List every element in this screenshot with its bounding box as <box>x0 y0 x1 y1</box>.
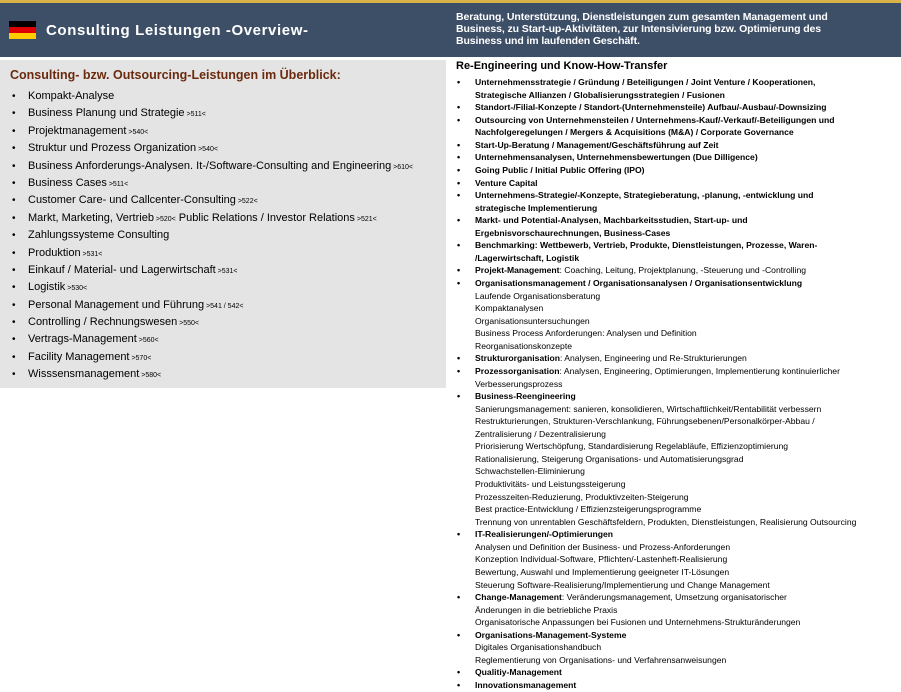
item-text: Änderungen in die betriebliche Praxis <box>475 604 618 615</box>
item-text: Schwachstellen-Eliminierung <box>475 466 585 477</box>
bullet-icon: • <box>457 190 461 201</box>
reengineering-subitem <box>456 541 856 554</box>
bullet-icon: • <box>457 629 461 640</box>
service-item <box>10 331 413 348</box>
service-item <box>10 227 413 244</box>
reengineering-subitem <box>456 290 856 303</box>
reengineering-item <box>456 239 856 252</box>
service-label: Personal Management und Führung <box>28 298 205 311</box>
bullet-icon: • <box>12 230 16 242</box>
item-text: Organisatorische Anpassungen bei Fusionen und Unternehmens-Strukturänderungen <box>475 617 801 628</box>
item-text: Restrukturierungen, Strukturen-Verschlankung, Führungsebenen/Personalkörper-Abbau / <box>475 416 815 427</box>
reengineering-subitem <box>456 428 856 441</box>
item-text: Verbesserungsprozess <box>475 378 563 389</box>
header-description-line: Beratung, Unterstützung, Dienstleistungen zum gesamten Management und <box>456 11 828 23</box>
service-code: >570< <box>129 354 152 362</box>
item-text: Konzeption Individual-Software, Pflichten/-Lastenheft-Realisierung <box>475 554 728 565</box>
reengineering-subitem <box>456 604 856 617</box>
reengineering-subitem <box>456 415 856 428</box>
reengineering-subitem <box>456 641 856 654</box>
item-text: Going Public / Initial Public Offering (IPO) <box>475 164 645 175</box>
item-text: Markt- und Potential-Analysen, Machbarkeitsstudien, Start-up- und <box>475 215 748 226</box>
service-label: Controlling / Rechnungswesen <box>28 316 178 329</box>
item-detail: : Coaching, Leitung, Projektplanung, -Steuerung und -Controlling <box>559 265 807 276</box>
item-text: Venture Capital <box>475 177 538 188</box>
service-code: >522< <box>235 198 258 206</box>
item-text: Digitales Organisationshandbuch <box>475 642 602 653</box>
reengineering-subitem <box>456 566 856 579</box>
bullet-icon: • <box>457 353 461 364</box>
service-code: >610< <box>391 163 414 171</box>
reengineering-item <box>456 101 856 114</box>
item-text: Bewertung, Auswahl und Implementierung geeigneter IT-Lösungen <box>475 566 730 577</box>
service-label: Wisssensmanagement <box>28 368 140 381</box>
reengineering-item <box>456 151 856 164</box>
service-item <box>10 349 413 366</box>
item-text: Strukturorganisation <box>475 353 560 364</box>
reengineering-item <box>456 114 856 127</box>
item-text: Rationalisierung, Steigerung Organisations- und Automatisierungsgrad <box>475 453 744 464</box>
reengineering-item-continuation <box>456 252 856 265</box>
bullet-icon: • <box>457 391 461 402</box>
service-code: >531< <box>80 250 103 258</box>
item-text: Trennung von unrentablen Geschäftsfeldern, Produkten, Dienstleistungen, Realisierung Outsourcing <box>475 516 857 527</box>
service-label: Business Anforderungs-Analysen. It-/Software-Consulting and Engineering <box>28 159 392 172</box>
service-item <box>10 192 413 209</box>
bullet-icon: • <box>12 299 16 311</box>
item-text: Laufende Organisationsberatung <box>475 290 601 301</box>
page-title: Consulting Leistungen -Overview- <box>46 22 309 39</box>
bullet-icon: • <box>12 351 16 363</box>
bullet-icon: • <box>12 264 16 276</box>
reengineering-subitem <box>456 516 856 529</box>
reengineering-item <box>456 76 856 89</box>
bullet-icon: • <box>457 77 461 87</box>
service-code: >541 / 542< <box>204 302 244 310</box>
service-item <box>10 88 413 105</box>
item-text: Ergebnisvorschaurechnungen, Business-Cases <box>475 227 671 238</box>
services-heading: Consulting- bzw. Outsourcing-Leistungen im Überblick: <box>10 68 341 82</box>
service-item <box>10 210 413 227</box>
service-code: >520< <box>153 215 176 223</box>
german-flag-icon <box>9 21 36 39</box>
service-item <box>10 123 413 140</box>
service-code: >511< <box>184 111 206 119</box>
reengineering-subitem <box>456 315 856 328</box>
item-text: Business Process Anforderungen: Analysen und Definition <box>475 328 697 339</box>
bullet-icon: • <box>457 278 461 288</box>
service-item <box>10 279 413 296</box>
bullet-icon: • <box>12 195 16 207</box>
item-text: /Lagerwirtschaft, Logistik <box>475 252 580 263</box>
service-code: >540< <box>196 146 218 154</box>
item-text: Start-Up-Beratung / Management/Geschäftsführung auf Zeit <box>475 139 719 150</box>
item-text: Strategische Allianzen / Globalisierungsstrategien / Fusionen <box>475 89 725 100</box>
item-text: Unternehmensanalysen, Unternehmensbewertungen (Due Dilligence) <box>475 152 758 163</box>
service-label: Customer Care- und Callcenter-Consulting <box>28 194 236 207</box>
reengineering-item <box>456 591 856 604</box>
reengineering-item <box>456 139 856 152</box>
item-text: Zentralisierung / Dezentralisierung <box>475 428 606 439</box>
service-label: Public Relations / Investor Relations <box>175 211 355 224</box>
reengineering-subitem <box>456 491 856 504</box>
item-text: Reorganisationskonzepte <box>475 340 572 351</box>
item-text: Business-Reengineering <box>475 391 576 402</box>
item-text: Kompaktanalysen <box>475 303 544 314</box>
reengineering-item <box>456 264 856 277</box>
reengineering-subitem <box>456 654 856 667</box>
reengineering-item <box>456 666 856 679</box>
item-text: Analysen und Definition der Business- und Prozess-Anforderungen <box>475 541 731 552</box>
item-text: Qualitiy-Management <box>475 667 562 678</box>
service-item <box>10 245 413 262</box>
reengineering-subitem <box>456 503 856 516</box>
item-text: Change-Management <box>475 592 562 603</box>
reengineering-item-continuation <box>456 126 856 139</box>
bullet-icon: • <box>12 91 16 102</box>
bullet-icon: • <box>457 114 461 125</box>
item-text: Produktivitäts- und Leistungssteigerung <box>475 479 626 489</box>
reengineering-subitem <box>456 440 856 453</box>
services-overview-panel <box>0 60 446 388</box>
service-label: Business Cases <box>28 176 107 189</box>
service-item <box>10 314 413 331</box>
service-item <box>10 366 413 383</box>
item-detail: : Veränderungsmanagement, Umsetzung organisatorischer <box>561 592 787 603</box>
reengineering-item <box>456 629 856 642</box>
service-code: >531< <box>215 267 238 275</box>
reengineering-subitem <box>456 302 856 315</box>
header-bar <box>0 3 901 57</box>
item-text: Outsourcing von Unternehmensteilen / Unternehmens-Kauf/-Verkauf/-Beteiligungen und <box>475 114 835 125</box>
item-text: Innovationsmanagement <box>475 680 577 690</box>
item-text: Standort-/Filial-Konzepte / Standort-(Unternehmensteile) Aufbau/-Ausbau/-Downsizing <box>475 102 827 113</box>
service-code: >550< <box>177 320 200 328</box>
item-text: Prozessorganisation <box>475 365 560 376</box>
reengineering-item-continuation <box>456 202 856 215</box>
reengineering-item <box>456 177 856 190</box>
reengineering-item <box>456 390 856 403</box>
service-item <box>10 105 413 122</box>
service-label: Projektmanagement <box>28 124 127 137</box>
service-code: >530< <box>65 285 88 293</box>
reengineering-item <box>456 164 856 177</box>
service-item <box>10 175 413 192</box>
item-text: Organisations-Management-Systeme <box>475 629 627 640</box>
reengineering-subitem <box>456 340 856 353</box>
service-item <box>10 297 413 314</box>
bullet-icon: • <box>12 108 16 120</box>
service-label: Logistik <box>28 281 66 294</box>
service-label: Facility Management <box>28 350 130 363</box>
item-detail: : Analysen, Engineering und Re-Strukturierungen <box>560 353 747 364</box>
header-description-line: Business und im laufenden Geschäft. <box>456 35 640 47</box>
reengineering-item <box>456 365 856 378</box>
service-label: Vertrags-Management <box>28 333 137 346</box>
bullet-icon: • <box>457 240 461 251</box>
bullet-icon: • <box>457 164 461 175</box>
reengineering-item <box>456 277 856 290</box>
bullet-icon: • <box>457 102 461 113</box>
reengineering-list <box>456 76 856 692</box>
bullet-icon: • <box>457 265 461 276</box>
service-label: Business Planung und Strategie <box>28 107 185 120</box>
service-label: Struktur und Prozess Organization <box>28 142 197 155</box>
services-list <box>10 88 413 384</box>
bullet-icon: • <box>12 212 16 224</box>
item-text: Organisationsmanagement / Organisationsanalysen / Organisationsentwicklung <box>475 278 803 288</box>
reengineering-subitem <box>456 616 856 629</box>
reengineering-item <box>456 679 856 692</box>
bullet-icon: • <box>457 529 461 540</box>
service-label: Markt, Marketing, Vertrieb <box>28 211 154 224</box>
reengineering-subitem <box>456 453 856 466</box>
bullet-icon: • <box>457 215 461 226</box>
item-detail: : Analysen, Engineering, Optimierungen, Implementierung kontinuierlicher <box>559 365 840 376</box>
bullet-icon: • <box>457 139 461 150</box>
reengineering-subitem <box>456 465 856 478</box>
reengineering-subitem <box>456 378 856 391</box>
bullet-icon: • <box>12 247 16 259</box>
service-label: Einkauf / Material- und Lagerwirtschaft <box>28 263 216 276</box>
bullet-icon: • <box>457 177 461 188</box>
service-code: >540< <box>126 128 149 136</box>
header-description-line: Business, zu Start-up-Aktivitäten, zur Intensivierung bzw. Optimierung des <box>456 23 822 35</box>
item-text: Benchmarking: Wettbewerb, Vertrieb, Produkte, Dienstleistungen, Prozesse, Waren- <box>475 240 818 251</box>
bullet-icon: • <box>12 369 16 381</box>
item-text: Prozesszeiten-Reduzierung, Produktivzeiten-Steigerung <box>475 491 689 502</box>
bullet-icon: • <box>457 592 461 603</box>
item-text: Organisationsuntersuchungen <box>475 315 590 326</box>
reengineering-subitem <box>456 403 856 416</box>
bullet-icon: • <box>12 125 16 137</box>
bullet-icon: • <box>12 317 16 329</box>
item-text: Unternehmens-Strategie/-Konzepte, Strategieberatung, -planung, -entwicklung und <box>475 190 814 201</box>
reengineering-subitem <box>456 478 856 491</box>
service-code: >521< <box>354 215 377 223</box>
service-label: Produktion <box>28 246 81 259</box>
service-code: >511< <box>106 180 129 188</box>
bullet-icon: • <box>12 334 16 346</box>
service-label: Zahlungssysteme Consulting <box>28 229 170 242</box>
item-text: Reglementierung von Organisations- und Verfahrensanweisungen <box>475 654 727 665</box>
reengineering-subitem <box>456 327 856 340</box>
flag-stripe-gold <box>9 33 36 39</box>
reengineering-item-continuation <box>456 227 856 240</box>
bullet-icon: • <box>457 667 461 678</box>
item-text: IT-Realisierungen/-Optimierungen <box>475 529 613 540</box>
bullet-icon: • <box>12 160 16 172</box>
reengineering-item <box>456 528 856 541</box>
service-item <box>10 158 413 175</box>
item-text: Sanierungsmanagement: sanieren, konsolidieren, Wirtschaftlichkeit/Rentabilität verbessern <box>475 403 822 414</box>
bullet-icon: • <box>12 177 16 189</box>
reengineering-item-continuation <box>456 89 856 102</box>
service-code: >560< <box>136 337 159 345</box>
service-item <box>10 140 413 157</box>
reengineering-item <box>456 352 856 365</box>
bullet-icon: • <box>457 680 461 690</box>
bullet-icon: • <box>457 365 461 376</box>
service-label: Kompakt-Analyse <box>28 90 115 102</box>
reengineering-heading: Re-Engineering und Know-How-Transfer <box>456 60 668 72</box>
item-text: Steuerung Software-Realisierung/Implementierung und Change Management <box>475 579 770 590</box>
reengineering-subitem <box>456 579 856 592</box>
bullet-icon: • <box>12 282 16 294</box>
bullet-icon: • <box>12 143 16 155</box>
item-text: Priorisierung Wertschöpfung, Standardisierung Regelabläufe, Effizienzoptimierung <box>475 441 789 452</box>
item-text: Best practice-Entwicklung / Effizienzsteigerungsprogramme <box>475 504 702 515</box>
item-text: strategische Implementierung <box>475 202 598 213</box>
reengineering-item <box>456 189 856 202</box>
service-item <box>10 262 413 279</box>
reengineering-item <box>456 214 856 227</box>
item-text: Projekt-Management <box>475 265 560 276</box>
item-text: Nachfolgeregelungen / Mergers & Acquisitions (M&A) / Corporate Governance <box>475 127 794 138</box>
header-description <box>456 11 896 47</box>
service-code: >580< <box>139 372 162 380</box>
reengineering-subitem <box>456 553 856 566</box>
item-text: Unternehmensstrategie / Gründung / Beteiligungen / Joint Venture / Kooperationen, <box>475 77 816 87</box>
bullet-icon: • <box>457 152 461 163</box>
